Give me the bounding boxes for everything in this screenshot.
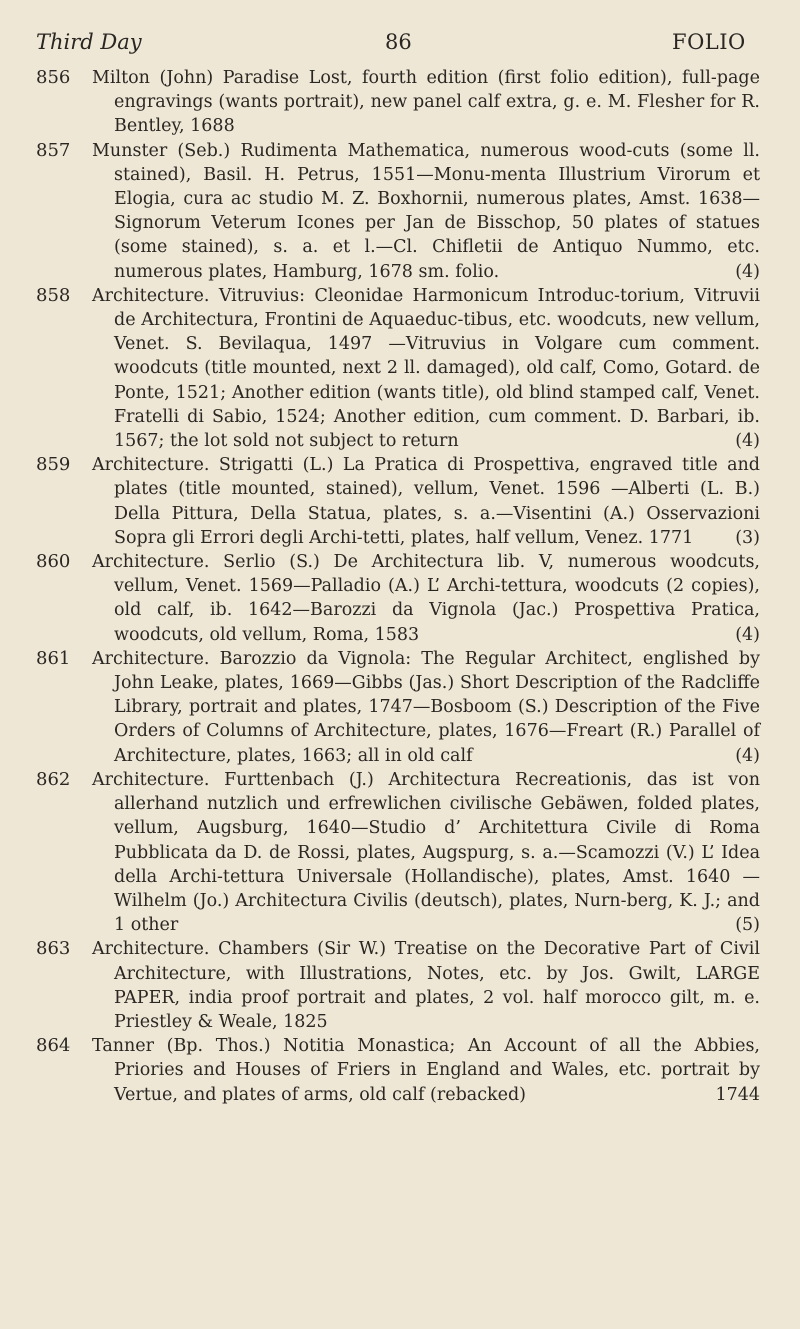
lot-number: 861	[36, 647, 71, 669]
lot-text: Architecture. Strigatti (L.) La Pratica di Prospettiva, engraved title and plates (title mounted, stained), vellum, Venet. 1596 —Alberti (L. B.) Della Pittura, Della Statua, plates, s. a.—Visentini (A.) Osservazioni Sopra gli Errori degli Archi-tetti, plates, half vellum, Venez. 1771	[92, 455, 760, 548]
lot-text: Architecture. Chambers (Sir W.) Treatise on the Decorative Part of Civil Architecture, with Illustrations, Notes, etc. by Jos. Gwilt, LARGE PAPER, india proof portrait and plates, 2 vol. half morocco gilt, m. e. Priestley & Weale, 1825	[92, 939, 760, 1032]
lot-number: 864	[36, 1035, 71, 1057]
lot-entry	[0, 284, 800, 453]
lot-price: (5)	[735, 915, 760, 936]
lot-text: Milton (John) Paradise Lost, fourth edition (first folio edition), full-page engravings (wants portrait), new panel calf extra, g. e. M. Flesher for R. Bentley, 1688	[92, 68, 760, 137]
lot-entry	[0, 1034, 800, 1107]
lot-description	[92, 768, 760, 937]
lot-number: 862	[36, 768, 71, 790]
lot-text: Tanner (Bp. Thos.) Notitia Monastica; An Account of all the Abbies, Priories and Houses of Friers in England and Wales, etc. portrait by Vertue, and plates of arms, old calf (rebacked)	[92, 1036, 760, 1105]
page-number: 86	[385, 30, 412, 54]
lot-description	[92, 139, 760, 284]
lot-price: (4)	[735, 431, 760, 452]
lot-description	[92, 66, 760, 139]
lot-text: Architecture. Serlio (S.) De Architectura lib. V, numerous woodcuts, vellum, Venet. 1569—Palladio (A.) L’ Archi-tettura, woodcuts (2 copies), old calf, ib. 1642—Barozzi da Vignola (Jac.) Prospettiva Pratica, woodcuts, old vellum, Roma, 1583	[92, 552, 760, 645]
lot-description	[92, 284, 760, 453]
lot-description	[92, 1034, 760, 1107]
lot-description	[92, 647, 760, 768]
lot-number: 860	[36, 551, 71, 573]
page-header	[0, 28, 800, 62]
lot-description	[92, 550, 760, 647]
lot-price: 1744	[715, 1084, 760, 1105]
lot-entry	[0, 550, 800, 647]
lot-entry	[0, 768, 800, 937]
lot-description	[92, 453, 760, 550]
lot-number: 863	[36, 938, 71, 960]
lot-text: Architecture. Barozzio da Vignola: The Regular Architect, englished by John Leake, plates, 1669—Gibbs (Jas.) Short Description of the Radcliffe Library, portrait and plates, 1747—Bosboom (S.) Description of the Five Orders of Columns of Architecture, plates, 1676—Freart (R.) Parallel of Architecture, plates, 1663; all in old calf	[92, 648, 760, 766]
lot-entry	[0, 647, 800, 768]
lot-text: Architecture. Vitruvius: Cleonidae Harmonicum Introduc-torium, Vitruvii de Architectura, Frontini de Aquaeduc-tibus, etc. woodcuts, new vellum, Venet. S. Bevilaqua, 1497 —Vitruvius in Volgare cum comment. woodcuts (title mounted, next 2 ll. damaged), old calf, Como, Gotard. de Ponte, 1521; Another edition (wants title), old blind stamped calf, Venet. Fratelli di Sabio, 1524; Another edition, cum comment. D. Barbari, ib. 1567; the lot sold not subject to return	[92, 285, 760, 452]
lot-text: Munster (Seb.) Rudimenta Mathematica, numerous wood-cuts (some ll. stained), Basil. H. Petrus, 1551—Monu-menta Illustrium Virorum et Elogia, cura ac studio M. Z. Boxhornii, numerous plates, Amst. 1638—Signorum Veterum Icones per Jan de Bisschop, 50 plates of statues (some stained), s. a. et l.—Cl. Chifletii de Antiquo Nummo, etc. numerous plates, Hamburg, 1678 sm. folio.	[92, 140, 760, 282]
lot-number: 858	[36, 284, 71, 306]
lot-entry	[0, 453, 800, 550]
lot-number: 859	[36, 454, 71, 476]
lot-entry	[0, 139, 800, 284]
format-label: FOLIO	[672, 30, 746, 54]
lot-price: (3)	[735, 527, 760, 548]
lot-number: 856	[36, 67, 71, 88]
lot-description	[92, 937, 760, 1034]
lot-entry	[0, 937, 800, 1034]
lot-price: (4)	[735, 745, 760, 766]
lot-text: Architecture. Furttenbach (J.) Architectura Recreationis, das ist von allerhand nutzlich und erfrewlichen civilische Gebäwen, folded plates, vellum, Augsburg, 1640—Studio d’ Architettura Civile di Roma Pubblicata da D. de Rossi, plates, Augspurg, s. a.—Scamozzi (V.) L’ Idea della Archi-tettura Universale (Hollandische), plates, Amst. 1640 — Wilhelm (Jo.) Architectura Civilis (deutsch), plates, Nurn-berg, K. J.; and 1 other	[92, 769, 760, 936]
lot-entry	[0, 66, 800, 139]
lot-price: (4)	[735, 261, 760, 282]
lot-number: 857	[36, 139, 71, 161]
lot-price: (4)	[735, 624, 760, 645]
running-title: Third Day	[36, 30, 142, 54]
lot-list	[0, 66, 800, 1107]
